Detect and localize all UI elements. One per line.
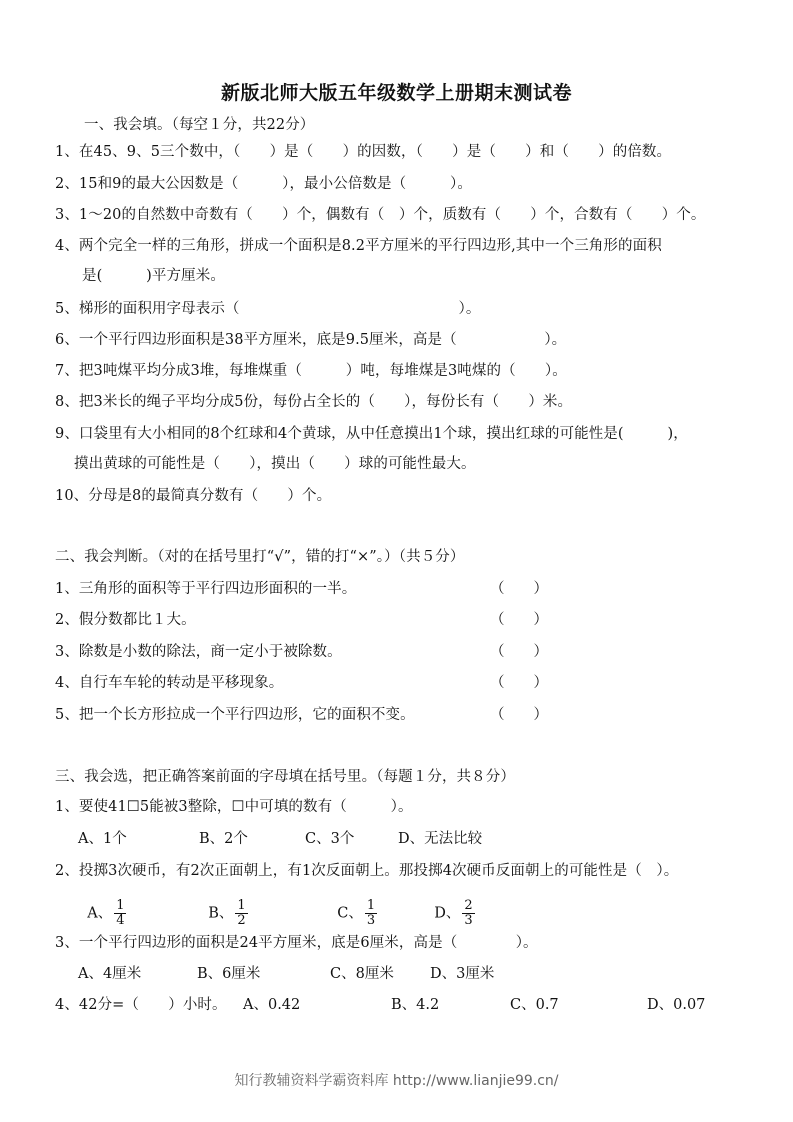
question-1-4-line1: 4、两个完全一样的三角形，拼成一个面积是8.2平方厘米的平行四边形,其中一个三角形的面积: [55, 238, 662, 254]
choice-3-option-d: D、3厘米: [430, 966, 495, 982]
choice-3-option-c: C、8厘米: [330, 966, 394, 982]
question-1-4-line2: 是( )平方厘米。: [82, 268, 225, 284]
judge-paren-2: （ ）: [490, 612, 548, 628]
section2-heading: 二、我会判断。（对的在括号里打“√”，错的打“×”。）（共５分）: [55, 549, 465, 565]
question-1-7: 7、把3吨煤平均分成3堆，每堆煤重（ ）吨，每堆煤是3吨煤的（ ）。: [55, 363, 567, 379]
page-title: 新版北师大版五年级数学上册期末测试卷: [220, 82, 572, 104]
judge-paren-4: （ ）: [490, 675, 548, 691]
question-1-3: 3、1～20的自然数中奇数有（ ）个，偶数有（ ）个，质数有（ ）个，合数有（ ）个。: [55, 207, 706, 223]
judge-paren-1: （ ）: [490, 581, 548, 597]
choice-2-option-c: [328, 883, 377, 928]
judge-item-3: 3、除数是小数的除法，商一定小于被除数。: [55, 644, 342, 660]
choice-4-option-c: C、0.7: [510, 997, 559, 1013]
option-label: B、: [208, 905, 234, 922]
judge-item-1: 1、三角形的面积等于平行四边形面积的一半。: [55, 581, 357, 597]
choice-1-option-d: D、无法比较: [398, 831, 483, 847]
question-1-8: 8、把3米长的绳子平均分成5份，每份占全长的（ ），每份长有（ ）米。: [55, 394, 573, 410]
choice-2-option-a: [78, 883, 126, 928]
choice-1-option-a: A、1个: [78, 831, 127, 847]
footer-watermark: 知行教辅资料学霸资料库 http://www.lianjie99.cn/: [234, 1073, 559, 1089]
section3-heading: 三、我会选，把正确答案前面的字母填在括号里。（每题１分，共８分）: [55, 769, 515, 785]
choice-1-option-c: C、3个: [305, 831, 355, 847]
question-1-2: 2、15和9的最大公因数是（ ），最小公倍数是（ ）。: [55, 176, 472, 192]
choice-4-option-b: B、4.2: [391, 997, 440, 1013]
question-1-5: 5、梯形的面积用字母表示（ ）。: [55, 301, 481, 317]
judge-paren-5: （ ）: [490, 707, 548, 723]
fraction: $\frac{1}{4}$: [116, 898, 125, 928]
option-label: A、: [87, 905, 113, 922]
question-1-9-line1: 9、口袋里有大小相同的8个红球和4个黄球，从中任意摸出1个球，摸出红球的可能性是( )，: [55, 426, 688, 442]
choice-2-option-b: [199, 883, 248, 928]
choice-3-option-b: B、6厘米: [197, 966, 261, 982]
question-1-10: 10、分母是8的最简真分数有（ ）个。: [55, 488, 332, 504]
choice-4-option-a: A、0.42: [243, 997, 301, 1013]
fraction: $\frac{1}{2}$: [237, 898, 246, 928]
choice-4-option-d: D、0.07: [647, 997, 706, 1013]
judge-paren-3: （ ）: [490, 644, 548, 660]
choice-3-option-a: A、4厘米: [78, 966, 142, 982]
choice-question-1: 1、要使41☐5能被3整除，☐中可填的数有（ ）。: [55, 799, 413, 815]
choice-question-2: 2、投掷3次硬币，有2次正面朝上，有1次反面朝上。那投掷4次硬币反面朝上的可能性是（ ）。: [55, 863, 679, 879]
question-1-1: 1、在45、9、5三个数中，（ ）是（ ）的因数，（ ）是（ ）和（ ）的倍数。: [55, 144, 672, 160]
question-1-6: 6、一个平行四边形面积是38平方厘米，底是9.5厘米，高是（ ）。: [55, 332, 567, 348]
choice-question-4: 4、42分=（ ）小时。: [55, 997, 227, 1013]
choice-2-option-d: [425, 883, 475, 928]
judge-item-4: 4、自行车车轮的转动是平移现象。: [55, 675, 284, 691]
choice-question-3: 3、一个平行四边形的面积是24平方厘米，底是6厘米，高是（ ）。: [55, 935, 538, 951]
fraction: $\frac{2}{3}$: [464, 898, 473, 928]
judge-item-5: 5、把一个长方形拉成一个平行四边形，它的面积不变。: [55, 707, 415, 723]
option-label: C、: [337, 905, 363, 922]
option-label: D、: [434, 905, 461, 922]
choice-1-option-b: B、2个: [199, 831, 248, 847]
question-1-9-line2: 摸出黄球的可能性是（ ），摸出（ ）球的可能性最大。: [74, 456, 476, 472]
fraction: $\frac{1}{3}$: [366, 898, 376, 928]
section1-heading: 一、我会填。（每空１分，共22分）: [84, 117, 315, 133]
judge-item-2: 2、假分数都比１大。: [55, 612, 196, 628]
